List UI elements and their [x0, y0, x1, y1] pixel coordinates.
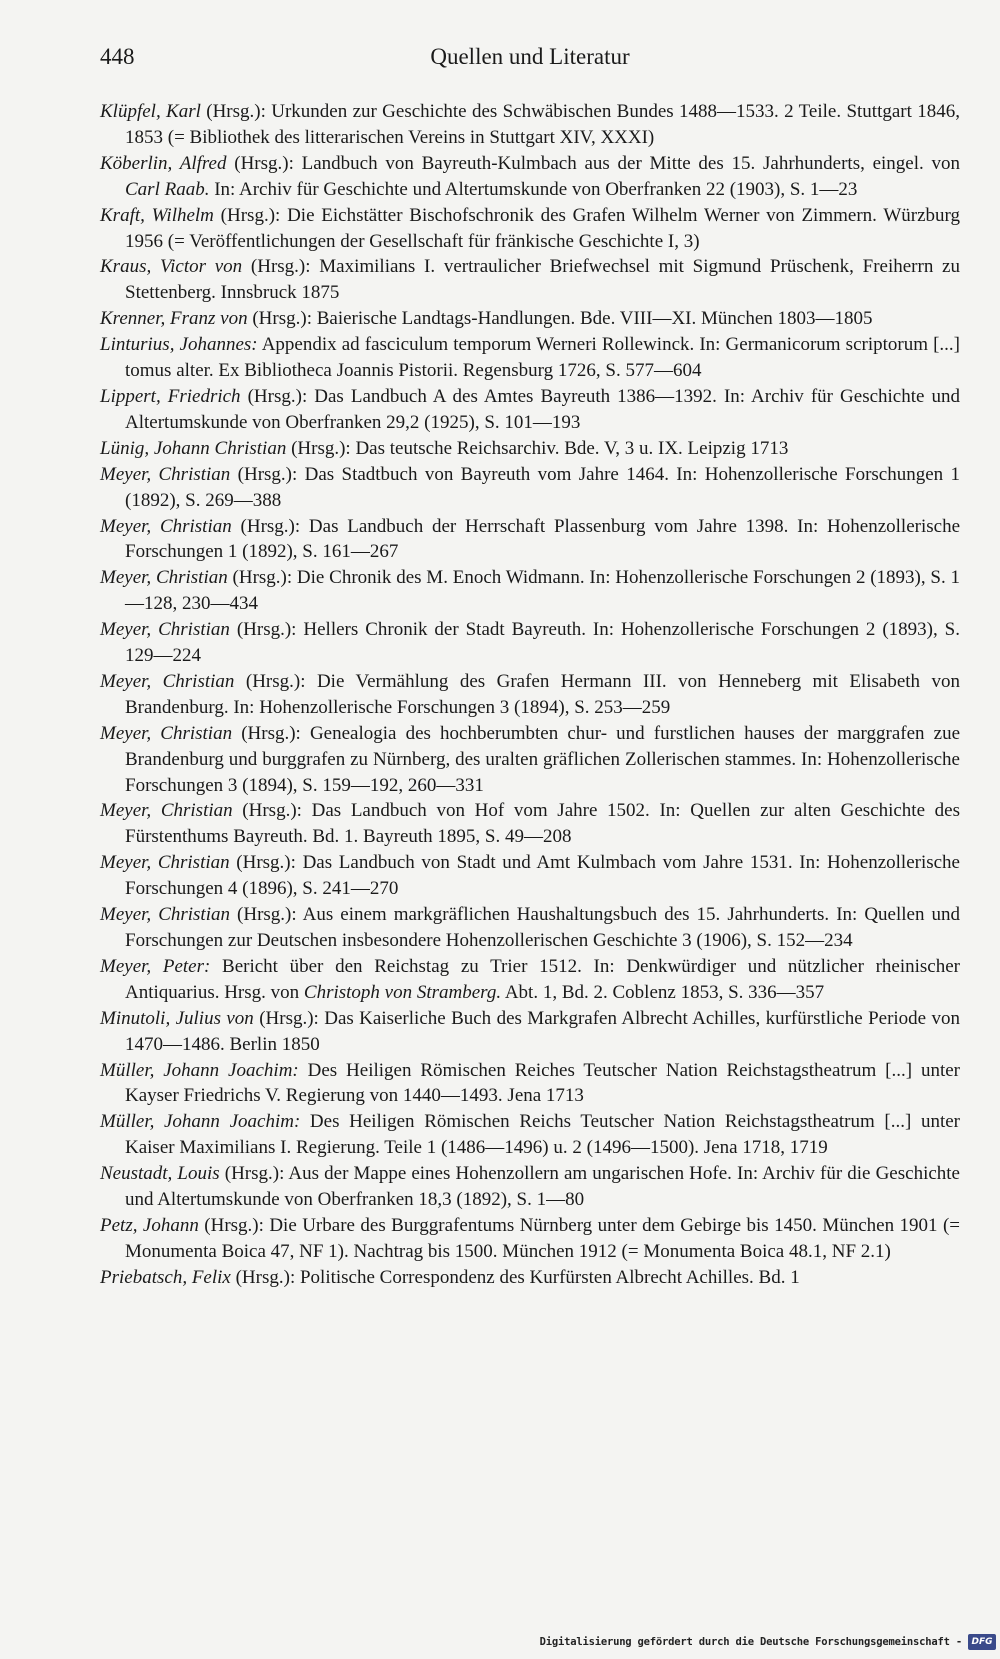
- entry-text: (Hrsg.): Das Landbuch von Hof vom Jahre 1502. In: Quellen zur alten Geschichte des Fürstenthums Bayreuth. Bd. 1. Bayreuth 1895, S. 49—208: [125, 800, 960, 848]
- entry-text: Bericht über den Reichstag zu Trier 1512. In: Denkwürdiger und nützlicher rheinischer Antiquarius. Hrsg. von: [125, 955, 960, 1003]
- entry-author: Minutoli, Julius von: [100, 1007, 254, 1029]
- bibliography-entry: [100, 954, 960, 1006]
- entry-text: (Hrsg.): Baierische Landtags-Handlungen. Bde. VIII—XI. München 1803—1805: [247, 308, 873, 330]
- bibliography-entry: [100, 1109, 960, 1161]
- entry-author: Meyer, Christian: [100, 670, 235, 692]
- entry-author: Meyer, Christian: [100, 463, 231, 485]
- bibliography-entry: [100, 151, 960, 203]
- page-header: [100, 44, 960, 80]
- bibliography-entry: [100, 1265, 960, 1291]
- bibliography-entry: [100, 436, 960, 462]
- entry-text-continued: Abt. 1, Bd. 2. Coblenz 1853, S. 336—357: [501, 981, 825, 1003]
- entry-author: Meyer, Christian: [100, 852, 230, 874]
- entry-text-continued: In: Archiv für Geschichte und Altertumskunde von Oberfranken 22 (1903), S. 1—23: [209, 178, 858, 200]
- entry-text: (Hrsg.): Das teutsche Reichsarchiv. Bde. V, 3 u. IX. Leipzig 1713: [286, 437, 789, 459]
- bibliography-entry: [100, 850, 960, 902]
- bibliography-entry: [100, 1058, 960, 1110]
- entry-text: (Hrsg.): Die Eichstätter Bischofschronik des Grafen Wilhelm Werner von Zimmern. Würzburg 1956 (= Veröffentlichungen der Gesellschaft für fränkische Geschichte I, 3): [125, 204, 960, 252]
- bibliography-entry: [100, 332, 960, 384]
- entry-author: Lünig, Johann Christian: [100, 437, 287, 459]
- entry-author: Neustadt, Louis: [100, 1163, 220, 1185]
- entry-author: Kraft, Wilhelm: [100, 204, 214, 226]
- bibliography-entry: [100, 1213, 960, 1265]
- entry-text: (Hrsg.): Aus der Mappe eines Hohenzollern am ungarischen Hofe. In: Archiv für die Geschichte und Altertumskunde von Oberfranken 18,3 (1892), S. 1—80: [125, 1163, 960, 1211]
- entry-author: Petz, Johann: [100, 1214, 199, 1236]
- bibliography-entry: [100, 617, 960, 669]
- entry-editor: Christoph von Stramberg.: [303, 981, 502, 1003]
- bibliography-entry: [100, 514, 960, 566]
- entry-text: (Hrsg.): Maximilians I. vertraulicher Briefwechsel mit Sigmund Prüschenk, Freiherrn zu Stettenberg. Innsbruck 1875: [125, 256, 960, 304]
- entry-text: (Hrsg.): Politische Correspondenz des Kurfürsten Albrecht Achilles. Bd. 1: [230, 1266, 800, 1288]
- entry-text: (Hrsg.): Landbuch von Bayreuth-Kulmbach aus der Mitte des 15. Jahrhunderts, eingel. von: [226, 152, 960, 174]
- entry-text: (Hrsg.): Das Landbuch von Stadt und Amt Kulmbach vom Jahre 1531. In: Hohenzollerische Forschungen 4 (1896), S. 241—270: [125, 852, 960, 900]
- entry-author: Klüpfel, Karl: [100, 101, 201, 122]
- bibliography-entry: [100, 565, 960, 617]
- entry-text: (Hrsg.): Die Chronik des M. Enoch Widmann. In: Hohenzollerische Forschungen 2 (1893), S. 1—128, 230—434: [125, 567, 961, 615]
- entry-text: Des Heiligen Römischen Reichs Teutscher Nation Reichstagstheatrum [...] unter Kaiser Maximilians I. Regierung. Teile 1 (1486—1496) u. 2 (1496—1500). Jena 1718, 1719: [125, 1111, 960, 1159]
- page-number: 448: [100, 44, 135, 69]
- entry-text: (Hrsg.): Urkunden zur Geschichte des Schwäbischen Bundes 1488—1533. 2 Teile. Stuttgart 1846, 1853 (= Bibliothek des litterarischen Vereins in Stuttgart XIV, XXXI): [125, 101, 960, 148]
- bibliography-entry: [100, 902, 960, 954]
- bibliography-list: [100, 99, 960, 1291]
- entry-text: (Hrsg.): Das Stadtbuch von Bayreuth vom Jahre 1464. In: Hohenzollerische Forschungen 1 (1892), S. 269—388: [125, 463, 960, 511]
- entry-author: Meyer, Christian: [100, 722, 233, 744]
- entry-text: (Hrsg.): Das Landbuch A des Amtes Bayreuth 1386—1392. In: Archiv für Geschichte und Altertumskunde von Oberfranken 29,2 (1925), S. 101—193: [125, 385, 960, 433]
- bibliography-entry: [100, 721, 960, 799]
- entry-author: Meyer, Christian: [100, 567, 228, 589]
- entry-text: Des Heiligen Römischen Reiches Teutscher Nation Reichstagstheatrum [...] unter Kayser Friedrichs V. Regierung von 1440—1493. Jena 1713: [125, 1059, 960, 1107]
- dfg-logo-icon: DFG: [968, 1634, 996, 1650]
- entry-author: Müller, Johann Joachim:: [100, 1111, 301, 1133]
- entry-text: (Hrsg.): Die Vermählung des Grafen Hermann III. von Henneberg mit Elisabeth von Brandenburg. In: Hohenzollerische Forschungen 3 (1894), S. 253—259: [125, 670, 960, 718]
- bibliography-entry: [100, 1006, 960, 1058]
- entry-author: Priebatsch, Felix: [100, 1266, 231, 1288]
- bibliography-entry: [100, 99, 960, 151]
- entry-text: (Hrsg.): Aus einem markgräflichen Haushaltungsbuch des 15. Jahrhunderts. In: Quellen und Forschungen zur Deutschen insbesondere Hohenzollerischen Geschichte 3 (1906), S. 152—234: [125, 904, 960, 951]
- entry-author: Meyer, Peter:: [100, 955, 211, 977]
- bibliography-entry: [100, 1161, 960, 1213]
- entry-text: (Hrsg.): Das Landbuch der Herrschaft Plassenburg vom Jahre 1398. In: Hohenzollerische Forschungen 1 (1892), S. 161—267: [125, 515, 961, 563]
- bibliography-entry: [100, 306, 960, 332]
- bibliography-entry: [100, 462, 960, 514]
- digitization-footer: [540, 1631, 1000, 1653]
- entry-text: (Hrsg.): Das Kaiserliche Buch des Markgrafen Albrecht Achilles, kurfürstliche Periode von 1470—1486. Berlin 1850: [125, 1007, 961, 1055]
- entry-author: Müller, Johann Joachim:: [100, 1059, 299, 1081]
- entry-text: Appendix ad fasciculum temporum Werneri Rollewinck. In: Germanicorum scriptorum [...] tomus alter. Ex Bibliotheca Joannis Pistorii. Regensburg 1726, S. 577—604: [125, 334, 961, 382]
- entry-author: Meyer, Christian: [100, 619, 230, 641]
- bibliography-entry: [100, 669, 960, 721]
- entry-author: Krenner, Franz von: [100, 308, 248, 330]
- entry-author: Linturius, Johannes:: [100, 334, 258, 356]
- entry-text: (Hrsg.): Die Urbare des Burggrafentums Nürnberg unter dem Gebirge bis 1450. München 1901 (= Monumenta Boica 47, NF 1). Nachtrag bis 1500. München 1912 (= Monumenta Boica 48.1, NF 2.1): [125, 1214, 960, 1262]
- bibliography-entry: [100, 798, 960, 850]
- entry-text: (Hrsg.): Genealogia des hochberumbten chur- und furstlichen hauses der marggrafen zue Brandenburg und burggrafen zu Nürnberg, des uralten gräflichen Zollerischen stammes. In: Hohenzollerische Forschungen 3 (1894), S. 159—192, 260—331: [125, 722, 961, 796]
- entry-text: (Hrsg.): Hellers Chronik der Stadt Bayreuth. In: Hohenzollerische Forschungen 2 (1893), S. 129—224: [125, 619, 960, 667]
- entry-author: Kraus, Victor von: [100, 256, 243, 278]
- running-title: Quellen und Literatur: [430, 44, 630, 69]
- entry-author: Meyer, Christian: [100, 800, 233, 822]
- entry-author: Meyer, Christian: [100, 515, 232, 537]
- entry-editor: Carl Raab.: [125, 178, 210, 200]
- entry-author: Lippert, Friedrich: [100, 385, 241, 407]
- entry-author: Meyer, Christian: [100, 904, 230, 926]
- entry-author: Köberlin, Alfred: [100, 152, 227, 174]
- footer-credit-text: Digitalisierung gefördert durch die Deutsche Forschungsgemeinschaft -: [539, 1636, 962, 1648]
- bibliography-entry: [100, 254, 960, 306]
- bibliography-entry: [100, 203, 960, 255]
- bibliography-entry: [100, 384, 960, 436]
